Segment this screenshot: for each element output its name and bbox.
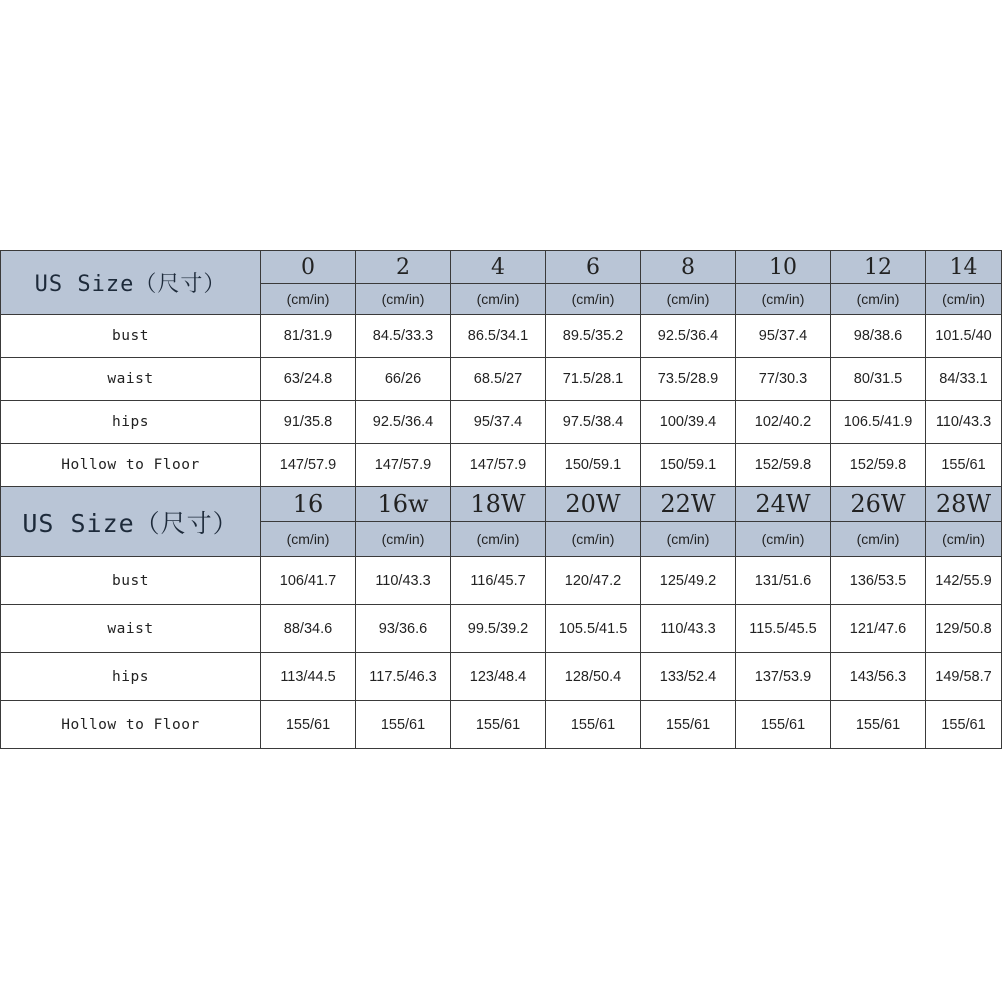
measurement-value: 92.5/36.4	[356, 401, 451, 444]
measurement-value: 110/43.3	[926, 401, 1002, 444]
size-label: 4	[451, 251, 546, 284]
measurement-label: hips	[1, 653, 261, 701]
unit-label: (cm/in)	[831, 522, 926, 557]
unit-label: (cm/in)	[261, 522, 356, 557]
measurement-value: 95/37.4	[736, 315, 831, 358]
measurement-value: 71.5/28.1	[546, 358, 641, 401]
measurement-value: 63/24.8	[261, 358, 356, 401]
unit-label: (cm/in)	[356, 522, 451, 557]
measurement-label: bust	[1, 557, 261, 605]
size-label: 22W	[641, 487, 736, 522]
measurement-label: hips	[1, 401, 261, 444]
measurement-row	[1, 358, 1002, 401]
measurement-value: 116/45.7	[451, 557, 546, 605]
unit-label: (cm/in)	[356, 284, 451, 315]
measurement-value: 113/44.5	[261, 653, 356, 701]
measurement-value: 68.5/27	[451, 358, 546, 401]
measurement-value: 147/57.9	[261, 444, 356, 487]
measurement-value: 84/33.1	[926, 358, 1002, 401]
measurement-value: 131/51.6	[736, 557, 831, 605]
size-label: 2	[356, 251, 451, 284]
measurement-value: 155/61	[641, 701, 736, 749]
size-label: 12	[831, 251, 926, 284]
measurement-value: 136/53.5	[831, 557, 926, 605]
size-label: 10	[736, 251, 831, 284]
measurement-value: 155/61	[926, 701, 1002, 749]
measurement-value: 152/59.8	[831, 444, 926, 487]
measurement-value: 133/52.4	[641, 653, 736, 701]
measurement-value: 155/61	[261, 701, 356, 749]
measurement-row	[1, 444, 1002, 487]
measurement-label: waist	[1, 605, 261, 653]
measurement-value: 81/31.9	[261, 315, 356, 358]
size-label: 16w	[356, 487, 451, 522]
measurement-row	[1, 557, 1002, 605]
measurement-value: 77/30.3	[736, 358, 831, 401]
measurement-label: Hollow to Floor	[1, 701, 261, 749]
measurement-row	[1, 653, 1002, 701]
measurement-value: 99.5/39.2	[451, 605, 546, 653]
unit-label: (cm/in)	[641, 522, 736, 557]
measurement-row	[1, 315, 1002, 358]
measurement-value: 155/61	[926, 444, 1002, 487]
size-label: 18W	[451, 487, 546, 522]
measurement-row	[1, 605, 1002, 653]
unit-label: (cm/in)	[831, 284, 926, 315]
measurement-value: 147/57.9	[356, 444, 451, 487]
measurement-value: 120/47.2	[546, 557, 641, 605]
measurement-value: 142/55.9	[926, 557, 1002, 605]
measurement-value: 155/61	[736, 701, 831, 749]
measurement-value: 101.5/40	[926, 315, 1002, 358]
measurement-value: 155/61	[831, 701, 926, 749]
measurement-value: 84.5/33.3	[356, 315, 451, 358]
measurement-value: 89.5/35.2	[546, 315, 641, 358]
measurement-value: 66/26	[356, 358, 451, 401]
unit-label: (cm/in)	[546, 522, 641, 557]
size-label: 6	[546, 251, 641, 284]
measurement-row	[1, 401, 1002, 444]
measurement-value: 150/59.1	[641, 444, 736, 487]
measurement-value: 92.5/36.4	[641, 315, 736, 358]
size-header-row	[1, 251, 1002, 284]
measurement-value: 106/41.7	[261, 557, 356, 605]
size-label: 28W	[926, 487, 1002, 522]
size-label: 8	[641, 251, 736, 284]
measurement-value: 152/59.8	[736, 444, 831, 487]
measurement-value: 147/57.9	[451, 444, 546, 487]
measurement-value: 98/38.6	[831, 315, 926, 358]
unit-label: (cm/in)	[451, 284, 546, 315]
measurement-value: 105.5/41.5	[546, 605, 641, 653]
size-header-row	[1, 487, 1002, 522]
measurement-value: 95/37.4	[451, 401, 546, 444]
measurement-value: 150/59.1	[546, 444, 641, 487]
size-label: 24W	[736, 487, 831, 522]
measurement-value: 149/58.7	[926, 653, 1002, 701]
measurement-value: 123/48.4	[451, 653, 546, 701]
unit-label: (cm/in)	[736, 284, 831, 315]
measurement-value: 91/35.8	[261, 401, 356, 444]
measurement-value: 115.5/45.5	[736, 605, 831, 653]
unit-label: (cm/in)	[926, 522, 1002, 557]
measurement-value: 110/43.3	[641, 605, 736, 653]
measurement-value: 128/50.4	[546, 653, 641, 701]
measurement-value: 155/61	[546, 701, 641, 749]
size-label: 14	[926, 251, 1002, 284]
measurement-value: 73.5/28.9	[641, 358, 736, 401]
measurement-value: 121/47.6	[831, 605, 926, 653]
size-label: 16	[261, 487, 356, 522]
unit-label: (cm/in)	[261, 284, 356, 315]
measurement-label: Hollow to Floor	[1, 444, 261, 487]
measurement-value: 97.5/38.4	[546, 401, 641, 444]
measurement-value: 100/39.4	[641, 401, 736, 444]
measurement-value: 110/43.3	[356, 557, 451, 605]
size-label: 26W	[831, 487, 926, 522]
measurement-value: 143/56.3	[831, 653, 926, 701]
unit-label: (cm/in)	[641, 284, 736, 315]
unit-label: (cm/in)	[451, 522, 546, 557]
measurement-value: 155/61	[451, 701, 546, 749]
size-chart-table	[0, 250, 1002, 749]
measurement-value: 93/36.6	[356, 605, 451, 653]
unit-label: (cm/in)	[546, 284, 641, 315]
measurement-label: bust	[1, 315, 261, 358]
measurement-value: 106.5/41.9	[831, 401, 926, 444]
unit-label: (cm/in)	[926, 284, 1002, 315]
measurement-value: 137/53.9	[736, 653, 831, 701]
size-header-title: US Size（尺寸）	[1, 251, 261, 315]
measurement-label: waist	[1, 358, 261, 401]
measurement-value: 80/31.5	[831, 358, 926, 401]
measurement-row	[1, 701, 1002, 749]
measurement-value: 88/34.6	[261, 605, 356, 653]
measurement-value: 155/61	[356, 701, 451, 749]
size-chart	[0, 250, 1002, 749]
size-label: 20W	[546, 487, 641, 522]
size-header-title: US Size（尺寸）	[1, 487, 261, 557]
measurement-value: 129/50.8	[926, 605, 1002, 653]
measurement-value: 125/49.2	[641, 557, 736, 605]
size-label: 0	[261, 251, 356, 284]
measurement-value: 102/40.2	[736, 401, 831, 444]
measurement-value: 86.5/34.1	[451, 315, 546, 358]
unit-label: (cm/in)	[736, 522, 831, 557]
measurement-value: 117.5/46.3	[356, 653, 451, 701]
